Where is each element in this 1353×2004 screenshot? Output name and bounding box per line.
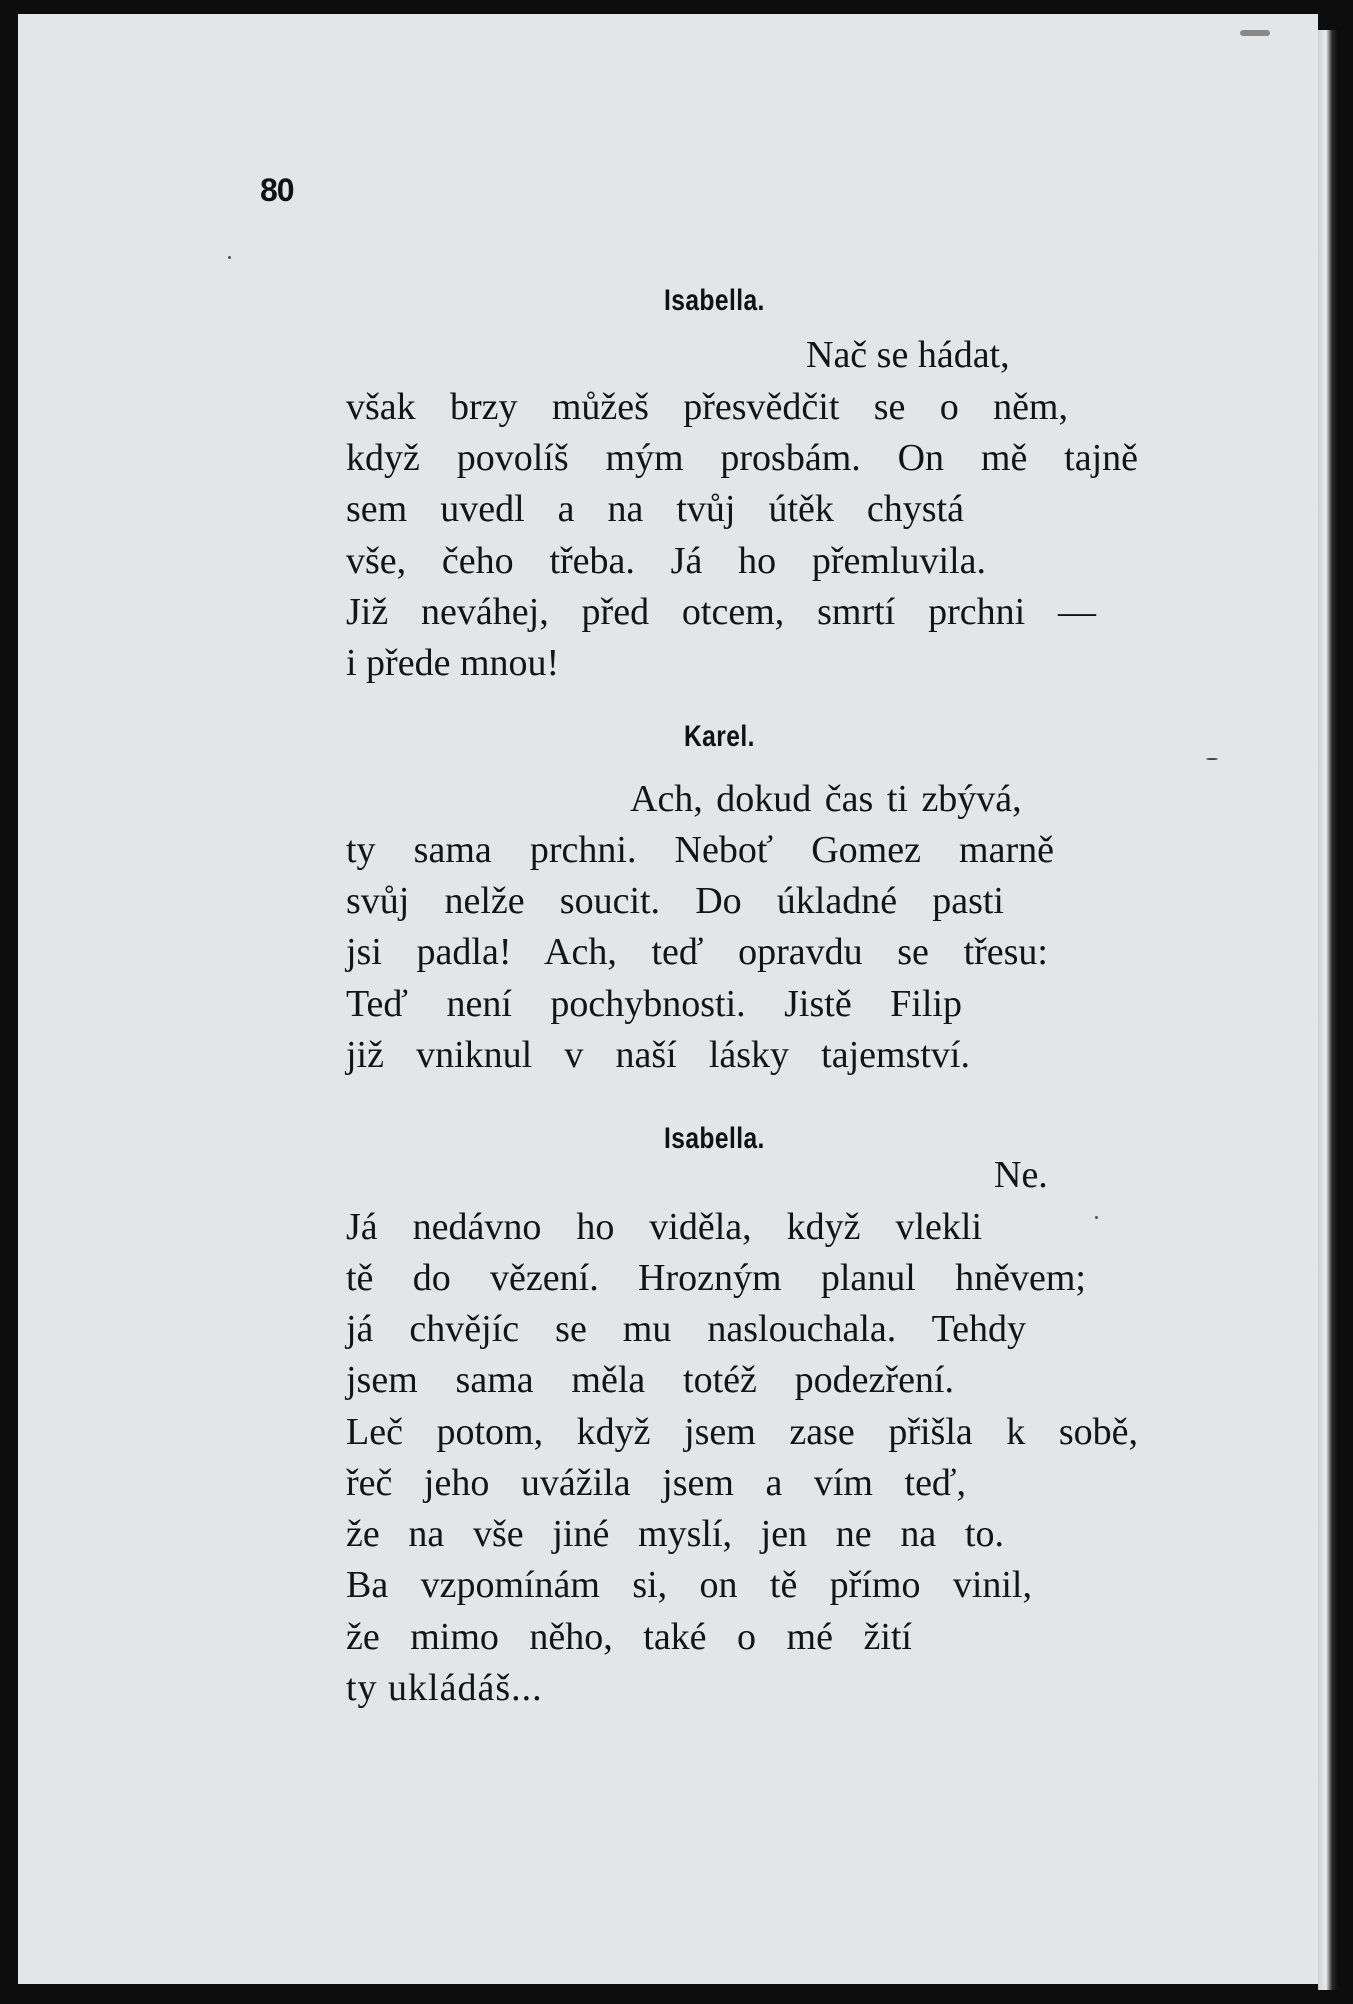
verse-line: že mimo něho, také o mé žití <box>346 1616 912 1658</box>
verse-line: já chvějíc se mu naslouchala. Tehdy <box>346 1308 1026 1350</box>
verse-line: Nač se hádat, <box>806 334 1010 376</box>
verse-line: však brzy můžeš přesvědčit se o něm, <box>346 386 1068 428</box>
speaker-name: Karel. <box>684 720 755 753</box>
speaker-name: Isabella. <box>664 1122 765 1155</box>
speck <box>1206 758 1218 760</box>
verse-line: svůj nelže soucit. Do úkladné pasti <box>346 880 1004 922</box>
verse-line: Již neváhej, před otcem, smrtí prchni — <box>346 591 1096 633</box>
speck <box>1095 1216 1098 1219</box>
verse-line: řeč jeho uvážila jsem a vím teď, <box>346 1462 966 1504</box>
verse-line: když povolíš mým prosbám. On mě tajně <box>346 437 1138 479</box>
verse-line: jsi padla! Ach, teď opravdu se třesu: <box>346 931 1048 973</box>
speck <box>228 256 231 259</box>
verse-line: již vniknul v naší lásky tajemství. <box>346 1034 970 1076</box>
verse-line: Ne. <box>994 1154 1048 1196</box>
page-edge <box>1318 30 1338 1990</box>
verse-line: i přede mnou! <box>346 642 560 684</box>
verse-line: vše, čeho třeba. Já ho přemluvila. <box>346 540 986 582</box>
verse-line: Ba vzpomínám si, on tě přímo vinil, <box>346 1564 1032 1606</box>
verse-line: ty sama prchni. Neboť Gomez marně <box>346 829 1054 871</box>
verse-line: že na vše jiné myslí, jen ne na to. <box>346 1513 1004 1555</box>
verse-line: Teď není pochybnosti. Jistě Filip <box>346 983 962 1025</box>
verse-line: sem uvedl a na tvůj útěk chystá <box>346 488 964 530</box>
speaker-name: Isabella. <box>664 284 765 317</box>
verse-line: ty ukládáš... <box>346 1667 543 1709</box>
verse-line: tě do vězení. Hrozným planul hněvem; <box>346 1257 1086 1299</box>
verse-line: Ach, dokud čas ti zbývá, <box>630 778 1022 820</box>
verse-line: Já nedávno ho viděla, když vlekli <box>346 1206 982 1248</box>
speck <box>1240 30 1270 36</box>
verse-line: Leč potom, když jsem zase přišla k sobě, <box>346 1411 1138 1453</box>
verse-line: jsem sama měla totéž podezření. <box>346 1359 954 1401</box>
page-number: 80 <box>260 172 294 208</box>
